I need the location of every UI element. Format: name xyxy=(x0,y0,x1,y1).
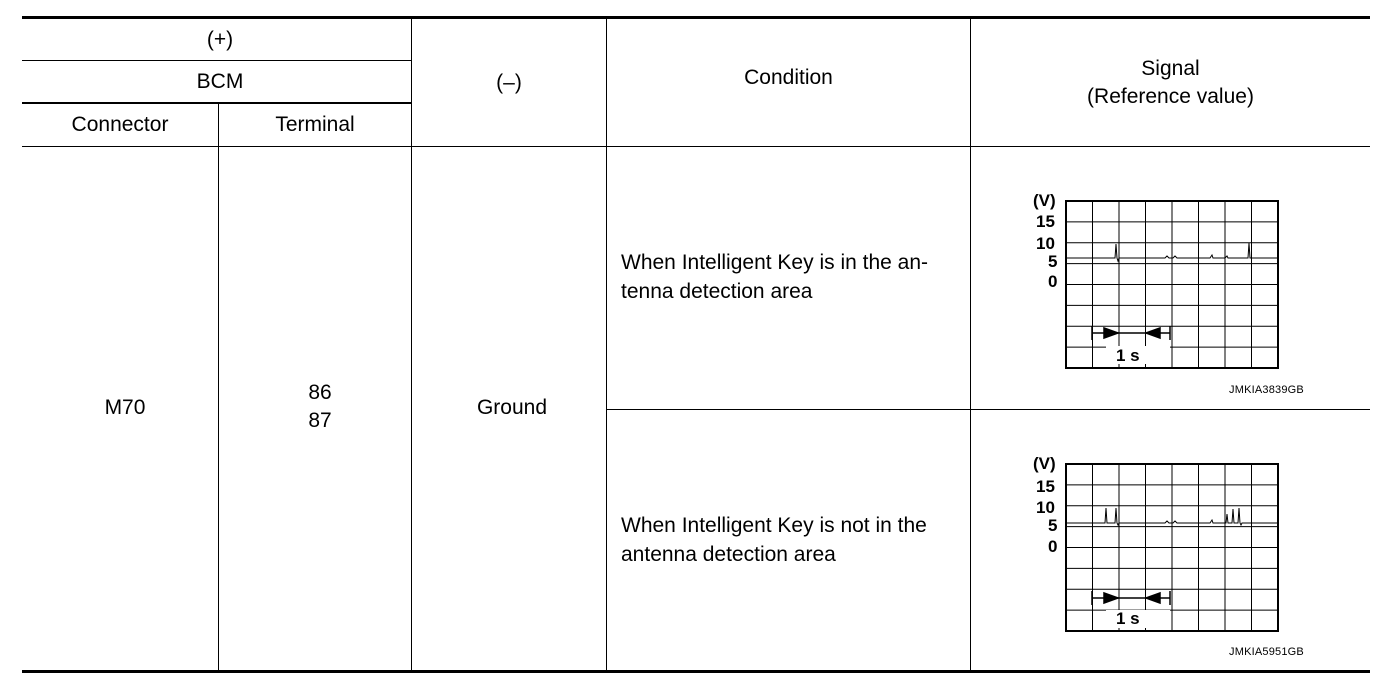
scope-2-unit: (V) xyxy=(1033,454,1056,473)
header-bottom-border xyxy=(22,146,1370,147)
scope-2-tick-0: 0 xyxy=(1048,537,1058,556)
oscilloscope-waveform-2 xyxy=(1030,451,1290,636)
scope-2-time-label: 1 s xyxy=(1116,609,1140,628)
row-divider-conditions xyxy=(606,409,1370,410)
header-signal-line2: (Reference value) xyxy=(1087,84,1254,108)
scope-1-tick-5: 5 xyxy=(1048,252,1058,271)
figure-code-2: JMKIA5951GB xyxy=(1229,646,1304,658)
table-bottom-border xyxy=(22,670,1370,673)
cell-terminal-86: 86 xyxy=(308,381,332,404)
condition-2-line2: antenna detection area xyxy=(621,543,836,566)
header-condition: Condition xyxy=(744,66,833,89)
scope-1-time-label: 1 s xyxy=(1116,346,1140,365)
oscilloscope-waveform-1 xyxy=(1030,188,1290,373)
condition-2 xyxy=(621,511,966,569)
header-plus: (+) xyxy=(206,27,234,51)
condition-1 xyxy=(621,248,966,306)
header-terminal: Terminal xyxy=(275,113,355,136)
cell-terminal xyxy=(219,378,421,436)
condition-1-line1: When Intelligent Key is in the an- xyxy=(621,251,929,274)
cell-minus: Ground xyxy=(476,396,548,419)
scope-2-tick-10: 10 xyxy=(1036,498,1055,517)
condition-2-line1: When Intelligent Key is not in the xyxy=(621,514,927,537)
header-signal xyxy=(971,19,1370,146)
scope-1-tick-15: 15 xyxy=(1036,212,1055,231)
condition-1-line2: tenna detection area xyxy=(621,280,813,303)
scope-1-tick-0: 0 xyxy=(1048,272,1058,291)
figure-code-1: JMKIA3839GB xyxy=(1229,384,1304,396)
scope-2-tick-5: 5 xyxy=(1048,516,1058,535)
header-minus: (–) xyxy=(496,70,522,94)
header-connector: Connector xyxy=(71,113,169,136)
header-signal-line1: Signal xyxy=(1141,56,1200,80)
header-bcm: BCM xyxy=(196,69,244,93)
cell-terminal-87: 87 xyxy=(308,409,332,432)
scope-2-tick-15: 15 xyxy=(1036,477,1055,496)
cell-connector: M70 xyxy=(104,396,146,419)
scope-1-unit: (V) xyxy=(1033,191,1056,210)
scope-1-tick-10: 10 xyxy=(1036,234,1055,253)
